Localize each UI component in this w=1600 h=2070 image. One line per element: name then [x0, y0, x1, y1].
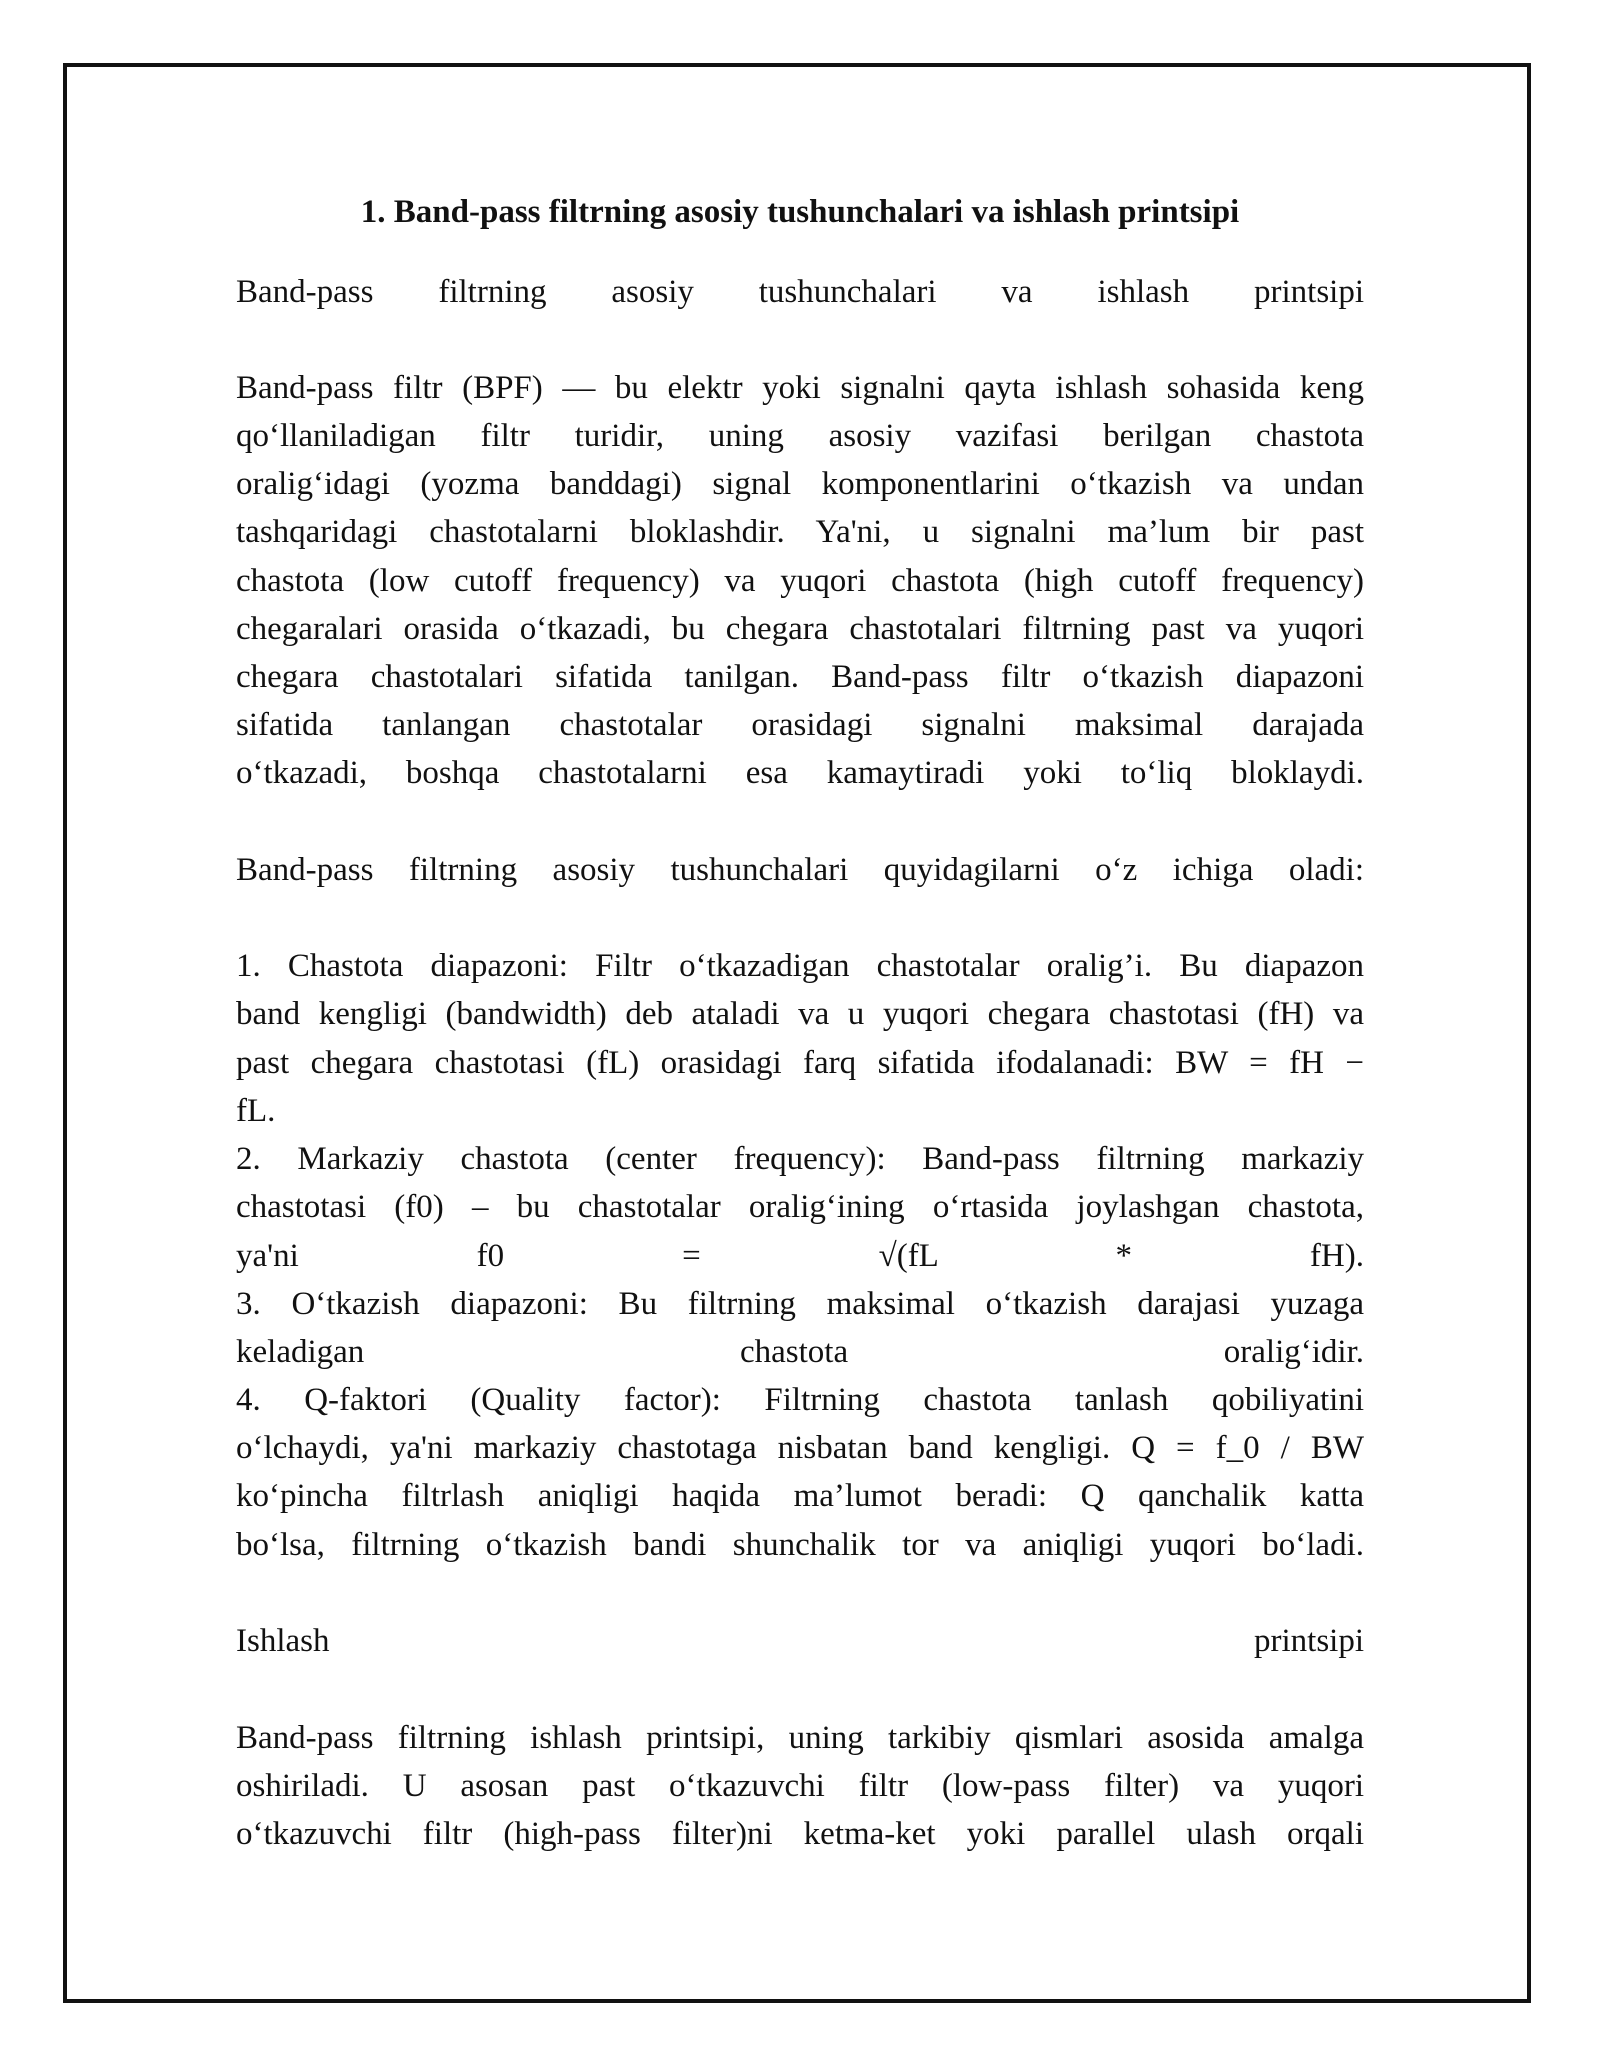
paragraph-line: chegaralari orasida o‘tkazadi, bu chegara chastotalari filtrning past va yuqori: [236, 611, 1364, 647]
paragraph-line: Band-pass filtr (BPF) — bu elektr yoki signalni qayta ishlash sohasida keng: [236, 370, 1364, 406]
paragraph-line: o‘tkazuvchi filtr (high-pass filter)ni ketma-ket yoki parallel ulash orqali: [236, 1816, 1364, 1852]
paragraph-line: chastota (low cutoff frequency) va yuqori chastota (high cutoff frequency): [236, 563, 1364, 599]
paragraph-line: Band-pass filtrning asosiy tushunchalari quyidagilarni o‘z ichiga oladi:: [236, 852, 1364, 888]
list-item-line: bo‘lsa, filtrning o‘tkazish bandi shunchalik tor va aniqligi yuqori bo‘ladi.: [236, 1527, 1364, 1563]
document-title: 1. Band-pass filtrning asosiy tushunchalari va ishlash printsipi: [360, 194, 1240, 230]
list-item-line: past chegara chastotasi (fL) orasidagi farq sifatida ifodalanadi: BW = fH −: [236, 1045, 1364, 1081]
list-item-line: fL.: [236, 1093, 276, 1129]
list-item-line: ko‘pincha filtrlash aniqligi haqida ma’lumot beradi: Q qanchalik katta: [236, 1478, 1364, 1514]
paragraph-line: chegara chastotalari sifatida tanilgan. Band-pass filtr o‘tkazish diapazoni: [236, 659, 1364, 695]
list-item-line: chastotasi (f0) – bu chastotalar oralig‘ining o‘rtasida joylashgan chastota,: [236, 1189, 1364, 1225]
paragraph-line: tashqaridagi chastotalarni bloklashdir. Ya'ni, u signalni ma’lum bir past: [236, 514, 1364, 550]
list-item-line: keladigan chastota oralig‘idir.: [236, 1334, 1364, 1370]
paragraph-line: qo‘llaniladigan filtr turidir, uning asosiy vazifasi berilgan chastota: [236, 418, 1364, 454]
paragraph-line: oshiriladi. U asosan past o‘tkazuvchi filtr (low-pass filter) va yuqori: [236, 1768, 1364, 1804]
paragraph-line: oralig‘idagi (yozma banddagi) signal komponentlarini o‘tkazish va undan: [236, 466, 1364, 502]
paragraph-line: o‘tkazadi, boshqa chastotalarni esa kamaytiradi yoki to‘liq bloklaydi.: [236, 755, 1364, 791]
paragraph-line: Band-pass filtrning ishlash printsipi, uning tarkibiy qismlari asosida amalga: [236, 1720, 1364, 1756]
list-item-line: 1. Chastota diapazoni: Filtr o‘tkazadigan chastotalar oralig’i. Bu diapazon: [236, 948, 1364, 984]
list-item-line: 4. Q-faktori (Quality factor): Filtrning chastota tanlash qobiliyatini: [236, 1382, 1364, 1418]
list-item-line: ya'ni f0 = √(fL * fH).: [236, 1238, 1364, 1274]
section-heading-line: Band-pass filtrning asosiy tushunchalari va ishlash printsipi: [236, 274, 1364, 310]
paragraph-line: sifatida tanlangan chastotalar orasidagi signalni maksimal darajada: [236, 707, 1364, 743]
list-item-line: band kengligi (bandwidth) deb ataladi va u yuqori chegara chastotasi (fH) va: [236, 996, 1364, 1032]
list-item-line: 2. Markaziy chastota (center frequency): Band-pass filtrning markaziy: [236, 1141, 1364, 1177]
list-item-line: o‘lchaydi, ya'ni markaziy chastotaga nisbatan band kengligi. Q = f_0 / BW: [236, 1430, 1364, 1466]
section-heading-line: Ishlash printsipi: [236, 1623, 1364, 1659]
list-item-line: 3. O‘tkazish diapazoni: Bu filtrning maksimal o‘tkazish darajasi yuzaga: [236, 1286, 1364, 1322]
